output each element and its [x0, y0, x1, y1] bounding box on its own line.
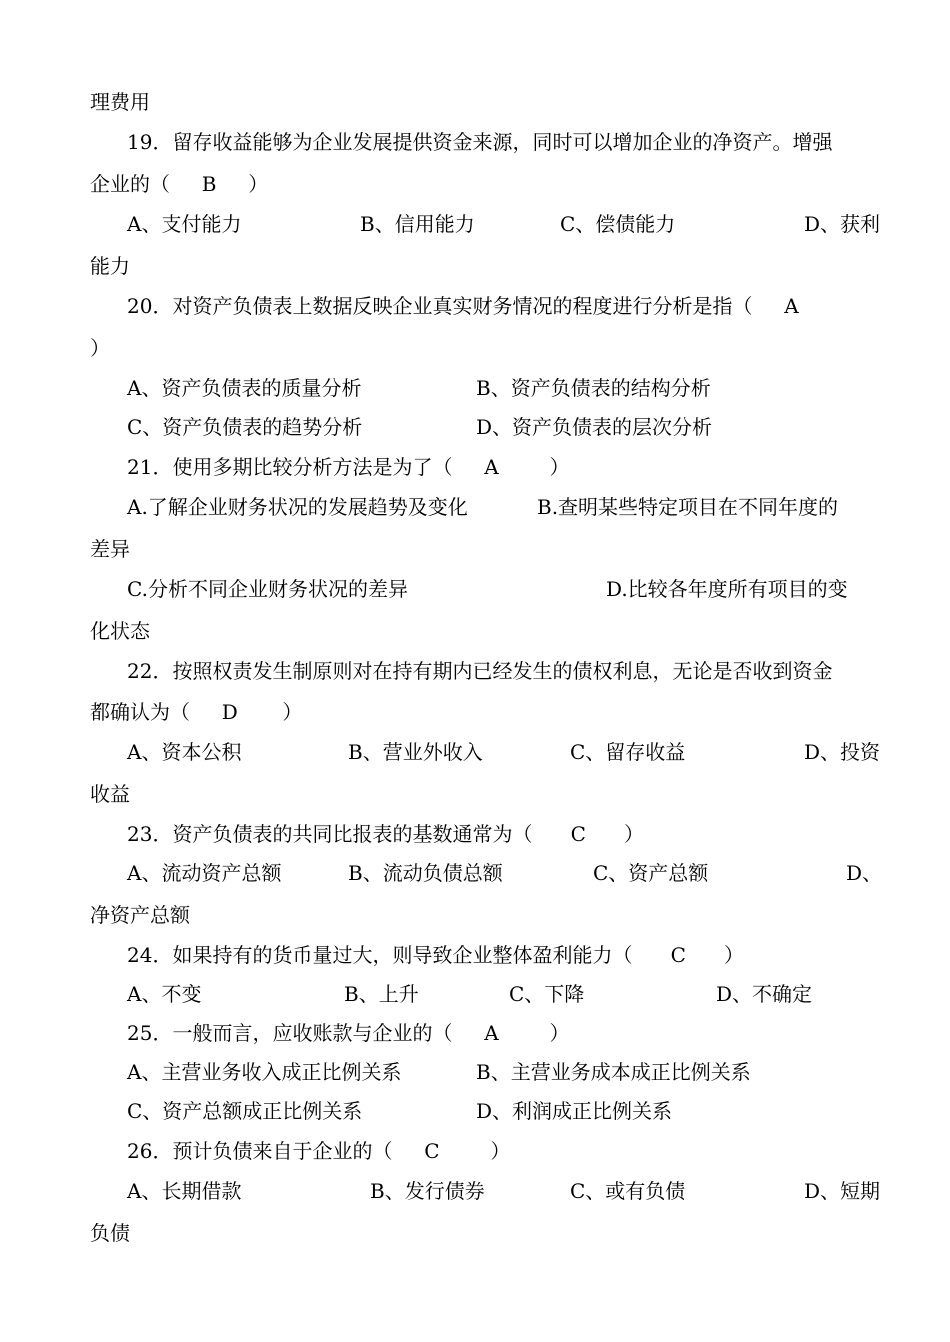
option-d: D、资产负债表的层次分析 [476, 415, 713, 439]
option-d: D、获利 [804, 212, 881, 236]
question-24: 24．如果持有的货币量过大，则导致企业整体盈利能力（ C ） [127, 943, 745, 967]
question-23: 23．资产负债表的共同比报表的基数通常为（ C ） [127, 822, 645, 846]
text-line: 差异 [90, 537, 130, 561]
option-a: A、主营业务收入成正比例关系 [127, 1060, 402, 1084]
question-19: 19．留存收益能够为企业发展提供资金来源，同时可以增加企业的净资产。增强 [127, 130, 833, 154]
option-a: A.了解企业财务状况的发展趋势及变化 [127, 495, 468, 519]
option-d: D、 [846, 861, 883, 885]
text-line: 收益 [90, 782, 130, 806]
text-line: 净资产总额 [90, 903, 190, 927]
option-d: D.比较各年度所有项目的变 [606, 577, 848, 601]
option-a: A、流动资产总额 [127, 861, 282, 885]
text-line: ） [90, 336, 110, 360]
option-a: A、长期借款 [127, 1179, 242, 1203]
option-a: A、资本公积 [127, 740, 242, 764]
question-25: 25．一般而言，应收账款与企业的（ A ） [127, 1021, 570, 1045]
option-c: C、留存收益 [570, 740, 686, 764]
text-line: 负债 [90, 1221, 130, 1245]
question-20: 20．对资产负债表上数据反映企业真实财务情况的程度进行分析是指（ A [127, 294, 799, 318]
option-c: C、资产负债表的趋势分析 [127, 415, 363, 439]
option-d: D、投资 [804, 740, 881, 764]
text-line: 企业的（ B ） [90, 172, 269, 196]
option-d: D、短期 [804, 1179, 881, 1203]
text-line: 化状态 [90, 619, 150, 643]
option-b: B、上升 [344, 982, 419, 1006]
option-c: C、资产总额成正比例关系 [127, 1099, 363, 1123]
text-line: 都确认为（ D ） [90, 700, 303, 724]
option-c: C.分析不同企业财务状况的差异 [127, 577, 408, 601]
question-22: 22．按照权责发生制原则对在持有期内已经发生的债权利息，无论是否收到资金 [127, 659, 833, 683]
option-c: C、下降 [509, 982, 585, 1006]
option-b: B.查明某些特定项目在不同年度的 [537, 495, 839, 519]
question-21: 21．使用多期比较分析方法是为了（ A ） [127, 455, 570, 479]
option-b: B、信用能力 [360, 212, 475, 236]
option-c: C、资产总额 [593, 861, 709, 885]
option-b: B、流动负债总额 [348, 861, 503, 885]
question-26: 26．预计负债来自于企业的（ C ） [127, 1139, 511, 1163]
option-d: D、利润成正比例关系 [476, 1099, 673, 1123]
option-b: B、发行债券 [370, 1179, 485, 1203]
option-d: D、不确定 [716, 982, 813, 1006]
text-line: 能力 [90, 254, 130, 278]
option-a: A、资产负债表的质量分析 [127, 376, 362, 400]
option-b: B、营业外收入 [348, 740, 483, 764]
option-b: B、资产负债表的结构分析 [476, 376, 711, 400]
option-a: A、支付能力 [127, 212, 242, 236]
option-a: A、不变 [127, 982, 202, 1006]
option-b: B、主营业务成本成正比例关系 [476, 1060, 751, 1084]
option-c: C、或有负债 [570, 1179, 686, 1203]
option-c: C、偿债能力 [560, 212, 676, 236]
text-line: 理费用 [90, 90, 150, 114]
